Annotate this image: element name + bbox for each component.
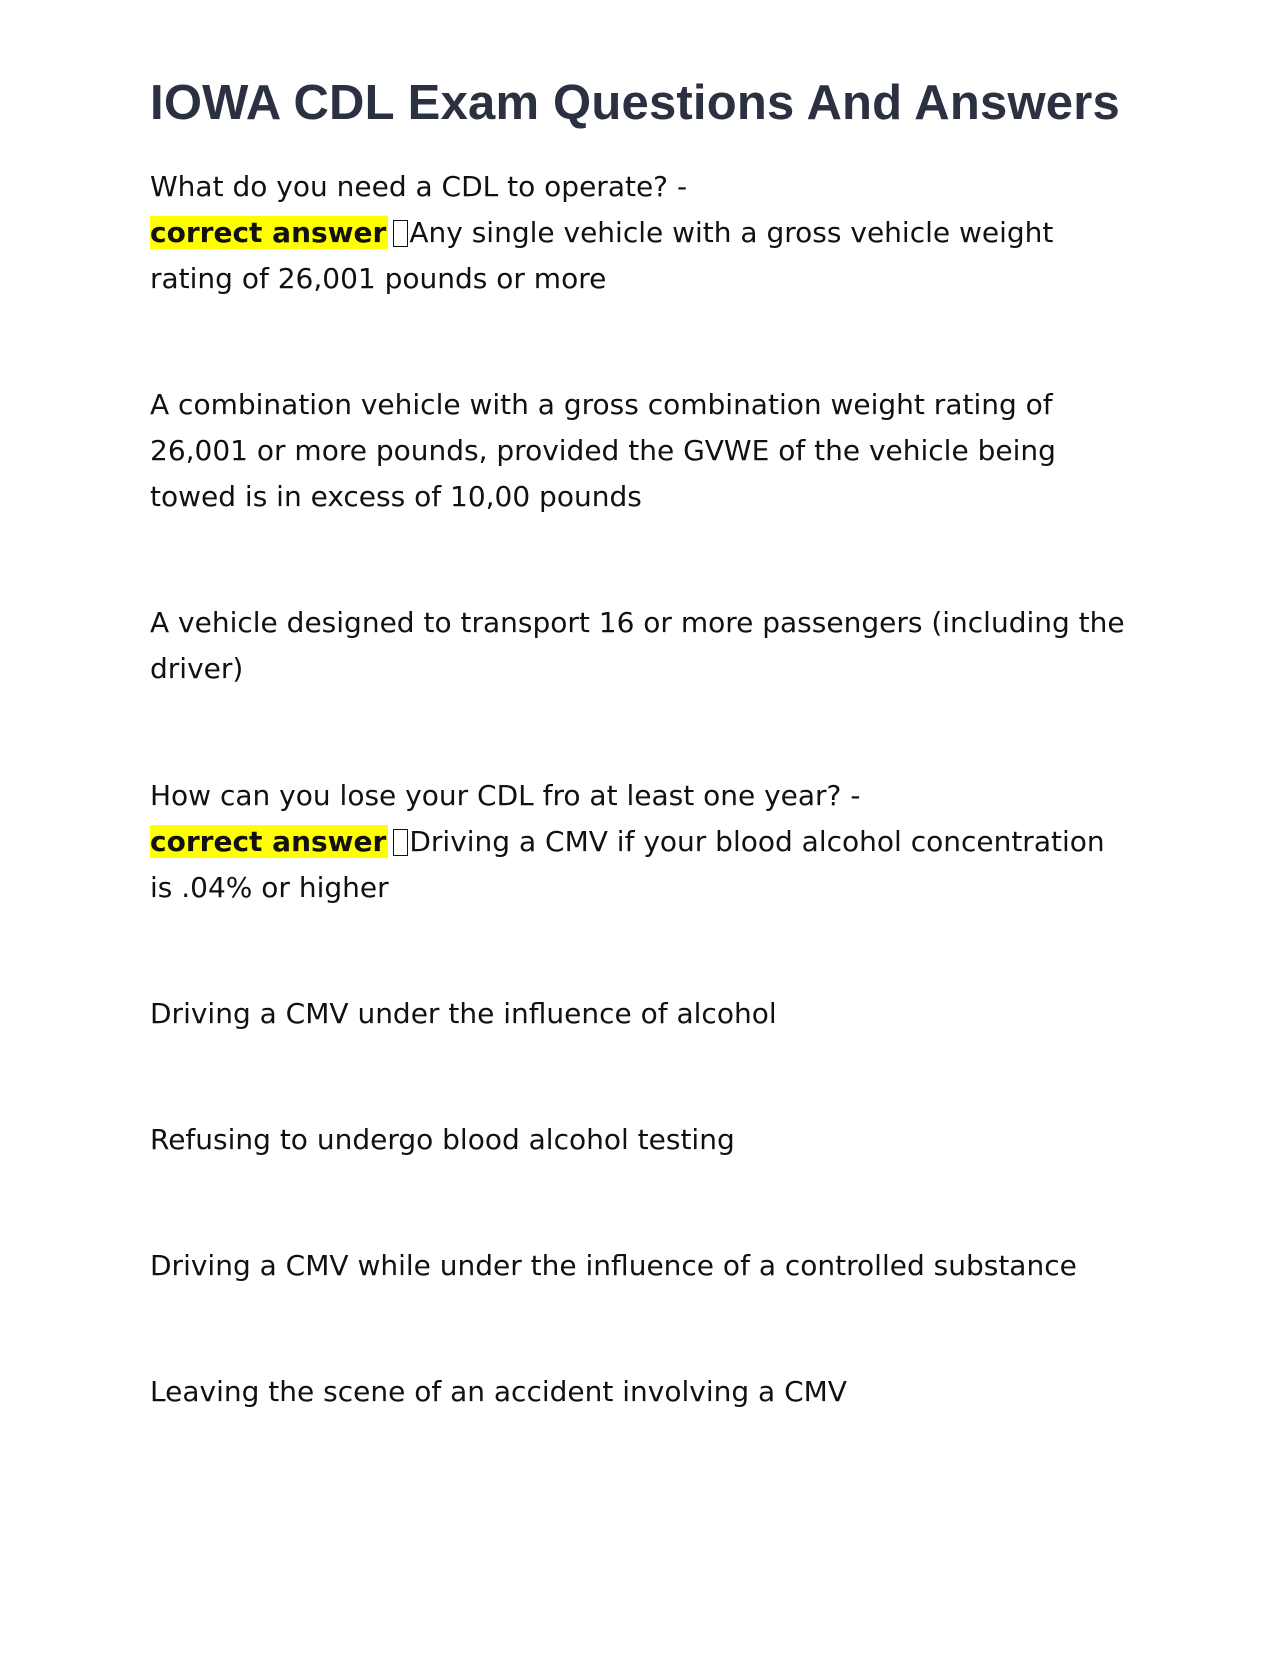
question-text: How can you lose your CDL fro at least one year? - xyxy=(150,779,861,812)
answer-continuation: Driving a CMV while under the influence of a controlled substance xyxy=(150,1249,1077,1282)
question-text: What do you need a CDL to operate? - xyxy=(150,170,688,203)
missing-glyph-icon xyxy=(393,220,408,247)
answer-continuation: A combination vehicle with a gross combination weight rating of 26,001 or more pounds, provided the GVWE of the vehicle being towed is in excess of 10,00 pounds xyxy=(150,388,1056,513)
answer-text: Driving a CMV if your blood alcohol concentration is .04% or higher xyxy=(150,825,1105,904)
answer-text: Any single vehicle with a gross vehicle weight rating of 26,001 pounds or more xyxy=(150,216,1054,295)
answer-continuation: Leaving the scene of an accident involving a CMV xyxy=(150,1375,847,1408)
question-1-text xyxy=(150,164,1130,302)
answer-continuation: Driving a CMV under the influence of alcohol xyxy=(150,997,777,1030)
correct-answer-label: correct answer xyxy=(150,825,387,858)
answer-continuation: Refusing to undergo blood alcohol testing xyxy=(150,1123,735,1156)
answer-continuation: A vehicle designed to transport 16 or more passengers (including the driver) xyxy=(150,606,1125,685)
document-content xyxy=(150,75,1130,1415)
question-2-text xyxy=(150,773,1130,911)
document-title: IOWA CDL Exam Questions And Answers xyxy=(150,76,1120,130)
missing-glyph-icon xyxy=(393,829,408,856)
correct-answer-label: correct answer xyxy=(150,216,387,249)
